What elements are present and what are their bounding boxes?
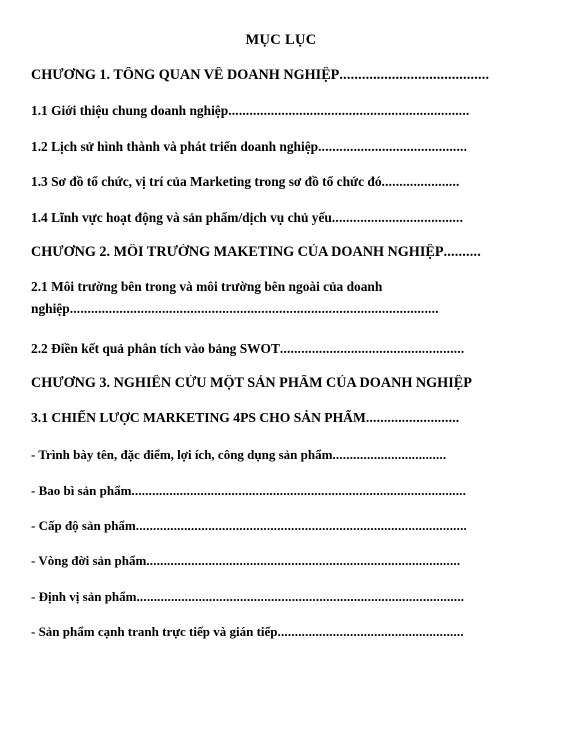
- dot-leader: .................................................................................................: [131, 483, 467, 498]
- entry-text: 1.4 Lĩnh vực hoạt động và sản phẩm/dịch vụ chủ yếu: [31, 210, 332, 225]
- toc-entry-life-cycle[interactable]: [31, 553, 516, 569]
- toc-entry-competitors[interactable]: [31, 624, 516, 640]
- toc-entry-product-overview[interactable]: [31, 447, 516, 463]
- toc-entry-1-4[interactable]: [31, 210, 516, 226]
- dot-leader: ......................................................: [277, 624, 464, 639]
- dot-leader: ................................................................................................: [135, 518, 467, 533]
- toc-entry-2-2[interactable]: [31, 341, 516, 357]
- dot-leader: .....................................: [331, 210, 464, 225]
- entry-text: CHƯƠNG 1. TỔNG QUAN VỀ DOANH NGHIỆP: [31, 67, 340, 83]
- entry-text: - Sản phẩm cạnh tranh trực tiếp và gián tiếp: [31, 624, 278, 639]
- entry-text: - Bao bì sản phẩm: [31, 483, 132, 498]
- dot-leader: .................................: [332, 447, 447, 462]
- entry-text: 2.2 Điền kết quả phân tích vào bảng SWOT: [31, 341, 280, 356]
- entry-text: 1.1 Giới thiệu chung doanh nghiệp: [31, 103, 229, 118]
- toc-entry-chapter-1[interactable]: [31, 67, 516, 84]
- entry-text: 1.2 Lịch sử hình thành và phát triển doanh nghiệp: [31, 139, 319, 154]
- toc-entry-packaging[interactable]: [31, 483, 516, 499]
- toc-entry-1-1[interactable]: [31, 103, 516, 119]
- toc-entry-3-1[interactable]: [31, 410, 516, 426]
- dot-leader: ........................................................................................................: [69, 301, 439, 316]
- entry-text: - Cấp độ sản phẩm: [31, 518, 136, 533]
- toc-entry-2-1[interactable]: [31, 279, 516, 317]
- entry-text: CHƯƠNG 2. MÔI TRƯỜNG MAKETING CỦA DOANH NGHIỆP: [31, 244, 444, 260]
- dot-leader: ...........................................................................................: [146, 553, 461, 568]
- dot-leader: ....................................................: [279, 341, 465, 356]
- entry-text: - Trình bày tên, đặc điểm, lợi ích, công dụng sản phẩm: [31, 447, 333, 462]
- dot-leader: ......................: [381, 174, 460, 189]
- entry-text: CHƯƠNG 3. NGHIÊN CỨU MỘT SẢN PHẨM CỦA DOANH NGHIỆP: [31, 375, 472, 391]
- entry-text: - Vòng đời sản phẩm: [31, 553, 147, 568]
- dot-leader: ..........: [443, 244, 481, 260]
- entry-text: - Định vị sản phẩm: [31, 589, 137, 604]
- entry-text-continued: nghiệp: [31, 301, 70, 316]
- toc-entry-product-levels[interactable]: [31, 518, 516, 534]
- entry-text: 3.1 CHIẾN LƯỢC MARKETING 4PS CHO SẢN PHẨM: [31, 410, 366, 425]
- dot-leader: ..........................................: [318, 139, 468, 154]
- dot-leader: ..........................: [365, 410, 460, 425]
- entry-text: 1.3 Sơ đồ tổ chức, vị trí của Marketing trong sơ đồ tổ chức đó: [31, 174, 382, 189]
- dot-leader: ....................................................................: [228, 103, 470, 118]
- toc-entry-1-2[interactable]: [31, 139, 516, 155]
- toc-title: MỤC LỤC: [245, 32, 317, 48]
- toc-entry-chapter-3[interactable]: [31, 375, 516, 392]
- dot-leader: ........................................: [339, 67, 490, 83]
- dot-leader: ...............................................................................................: [136, 589, 465, 604]
- toc-entry-positioning[interactable]: [31, 589, 516, 605]
- toc-entry-1-3[interactable]: [31, 174, 516, 190]
- entry-text: 2.1 Môi trường bên trong và môi trường bên ngoài của doanh: [31, 279, 383, 294]
- toc-entry-chapter-2[interactable]: [31, 244, 516, 261]
